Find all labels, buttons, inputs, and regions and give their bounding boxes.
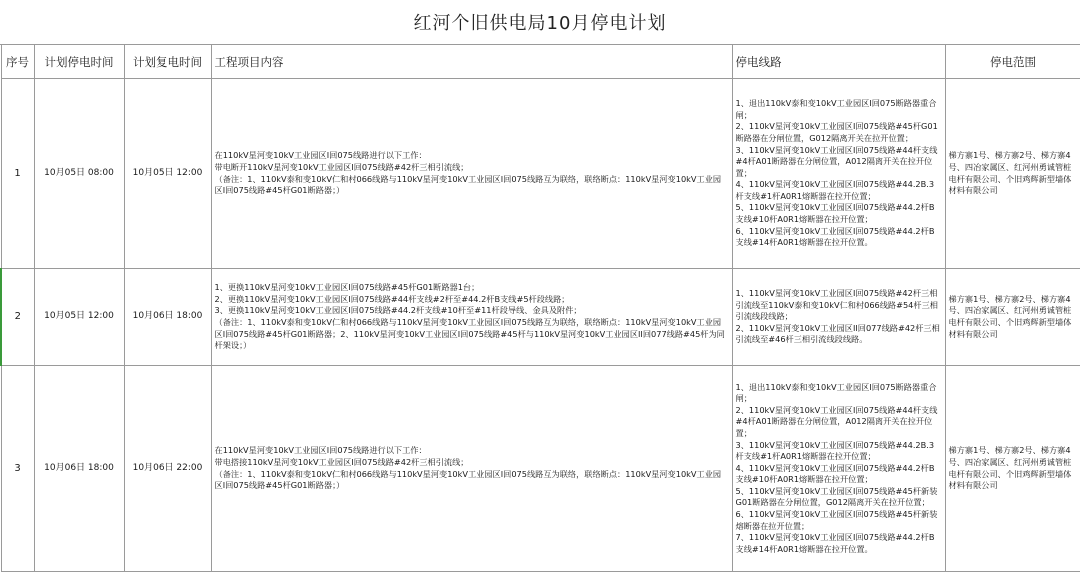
header-scope: 停电范围	[945, 45, 1080, 79]
sheet-title: 红河个旧供电局10月停电计划	[0, 0, 1080, 45]
row-start-time: 10月05日 08:00	[34, 79, 124, 269]
row-content	[211, 79, 732, 269]
row-no: 1	[1, 79, 34, 269]
table-row	[1, 269, 1080, 366]
content-line: 带电断开110kV星河变10kV工业园区I回075线路#42杆三相引流线；	[214, 161, 469, 172]
line-item: 7、110kV星河变10kV工业园区I回075线路#44.2杆B支线#14杆A0R1熔断器在拉开位置。	[735, 532, 935, 554]
header-content: 工程项目内容	[211, 45, 732, 79]
line-item: 5、110kV星河变10kV工业园区I回075线路#45杆新装G01断路器在分闸位置，G012隔离开关在拉开位置；	[735, 485, 938, 508]
outage-plan-table	[0, 44, 1080, 572]
row-end-time: 10月06日 22:00	[124, 366, 211, 572]
row-lines	[732, 269, 945, 366]
header-lines: 停电线路	[732, 45, 945, 79]
row-content	[211, 269, 732, 366]
content-line: （备注：1、110kV泰和变10kV仁和村066线路与110kV星河变10kV工业园区I回075线路互为联络，联络断点：110kV星河变10kV工业园区I回075线路#45杆G01断路器；）	[214, 173, 722, 196]
content-line: （备注：1、110kV泰和变10kV仁和村066线路与110kV星河变10kV工业园区I回075线路互为联络，联络断点：110kV星河变10kV工业园区I回075线路#45杆G01断路器；2、110kV星河变10kV工业园区I回075线路#45杆与110kV星河变10kV工业园区II回077线路#45杆为同杆架设；）	[214, 317, 725, 351]
line-item: 1、退出110kV泰和变10kV工业园区I回075断路器重合闸；	[735, 381, 937, 404]
line-item: 4、110kV星河变10kV工业园区I回075线路#44.2B.3杆支线#1杆A0R1熔断器在拉开位置；	[735, 179, 935, 201]
content-line: 带电搭接110kV星河变10kV工业园区I回075线路#42杆三相引流线；	[214, 456, 469, 467]
line-item: 2、110kV星河变10kV工业园区II回077线路#42杆三相引流线至#46杆三相引流线段线路。	[735, 322, 940, 345]
row-lines	[732, 366, 945, 572]
table-row	[1, 366, 1080, 572]
header-row	[1, 45, 1080, 79]
row-no: 3	[1, 366, 34, 572]
row-start-time: 10月05日 12:00	[34, 269, 124, 366]
content-line: 3、更换110kV星河变10kV工业园区I回075线路#44.2杆支线#10杆至#11杆段导线、金具及附件；	[214, 305, 582, 316]
row-scope: 梯方寨1号、梯方寨2号、梯方寨4号、四冶家属区、红河州勇诚管桩电杆有限公司、个旧鸡辉新型墙体材料有限公司	[945, 269, 1080, 366]
line-item: 6、110kV星河变10kV工业园区I回075线路#44.2杆B支线#14杆A0R1熔断器在拉开位置。	[735, 225, 935, 248]
header-end-time: 计划复电时间	[124, 45, 211, 79]
line-item: 2、110kV星河变10kV工业园区I回075线路#45杆G01断路器在分闸位置，G012隔离开关在拉开位置；	[735, 121, 938, 143]
line-item: 3、110kV星河变10kV工业园区I回075线路#44杆支线#4杆A01断路器在分闸位置，A012隔离开关在拉开位置；	[735, 144, 938, 178]
content-line: 在110kV星河变10kV工业园区I回075线路进行以下工作：	[214, 445, 427, 456]
line-item: 2、110kV星河变10kV工业园区I回075线路#44杆支线#4杆A01断路器在分闸位置，A012隔离开关在拉开位置；	[735, 404, 938, 438]
content-line: 1、更换110kV星河变10kV工业园区I回075线路#45杆G01断路器1台；	[214, 282, 480, 293]
line-item: 6、110kV星河变10kV工业园区I回075线路#45杆新装熔断器在拉开位置；	[735, 509, 938, 531]
row-end-time: 10月06日 18:00	[124, 269, 211, 366]
line-item: 1、退出110kV泰和变10kV工业园区I回075断路器重合闸；	[735, 98, 937, 120]
header-start-time: 计划停电时间	[34, 45, 124, 79]
row-no: 2	[1, 269, 34, 366]
line-item: 5、110kV星河变10kV工业园区I回075线路#44.2杆B支线#10杆A0R1熔断器在拉开位置；	[735, 202, 935, 225]
table-row	[1, 79, 1080, 269]
row-scope: 梯方寨1号、梯方寨2号、梯方寨4号、四冶家属区、红河州勇诚管桩电杆有限公司、个旧鸡辉新型墙体材料有限公司	[945, 79, 1080, 269]
header-no: 序号	[1, 45, 34, 79]
content-line: （备注：1、110kV泰和变10kV仁和村066线路与110kV星河变10kV工业园区I回075线路互为联络，联络断点：110kV星河变10kV工业园区I回075线路#45杆G01断路器；）	[214, 468, 722, 491]
row-scope: 梯方寨1号、梯方寨2号、梯方寨4号、四冶家属区、红河州勇诚管桩电杆有限公司、个旧鸡辉新型墙体材料有限公司	[945, 366, 1080, 572]
content-line: 2、更换110kV星河变10kV工业园区I回075线路#44杆支线#2杆至#44.2杆B支线#5杆段线路；	[214, 293, 570, 304]
content-line: 在110kV星河变10kV工业园区I回075线路进行以下工作：	[214, 150, 427, 161]
line-item: 1、110kV星河变10kV工业园区I回075线路#42杆三相引流线至110kV泰和变10kV仁和村066线路#54杆三相引流线段线路；	[735, 288, 938, 322]
line-item: 4、110kV星河变10kV工业园区I回075线路#44.2杆B支线#10杆A0R1熔断器在拉开位置；	[735, 462, 935, 485]
line-item: 3、110kV星河变10kV工业园区I回075线路#44.2B.3杆支线#1杆A0R1熔断器在拉开位置；	[735, 439, 935, 462]
row-lines	[732, 79, 945, 269]
row-content	[211, 366, 732, 572]
row-start-time: 10月06日 18:00	[34, 366, 124, 572]
row-end-time: 10月05日 12:00	[124, 79, 211, 269]
